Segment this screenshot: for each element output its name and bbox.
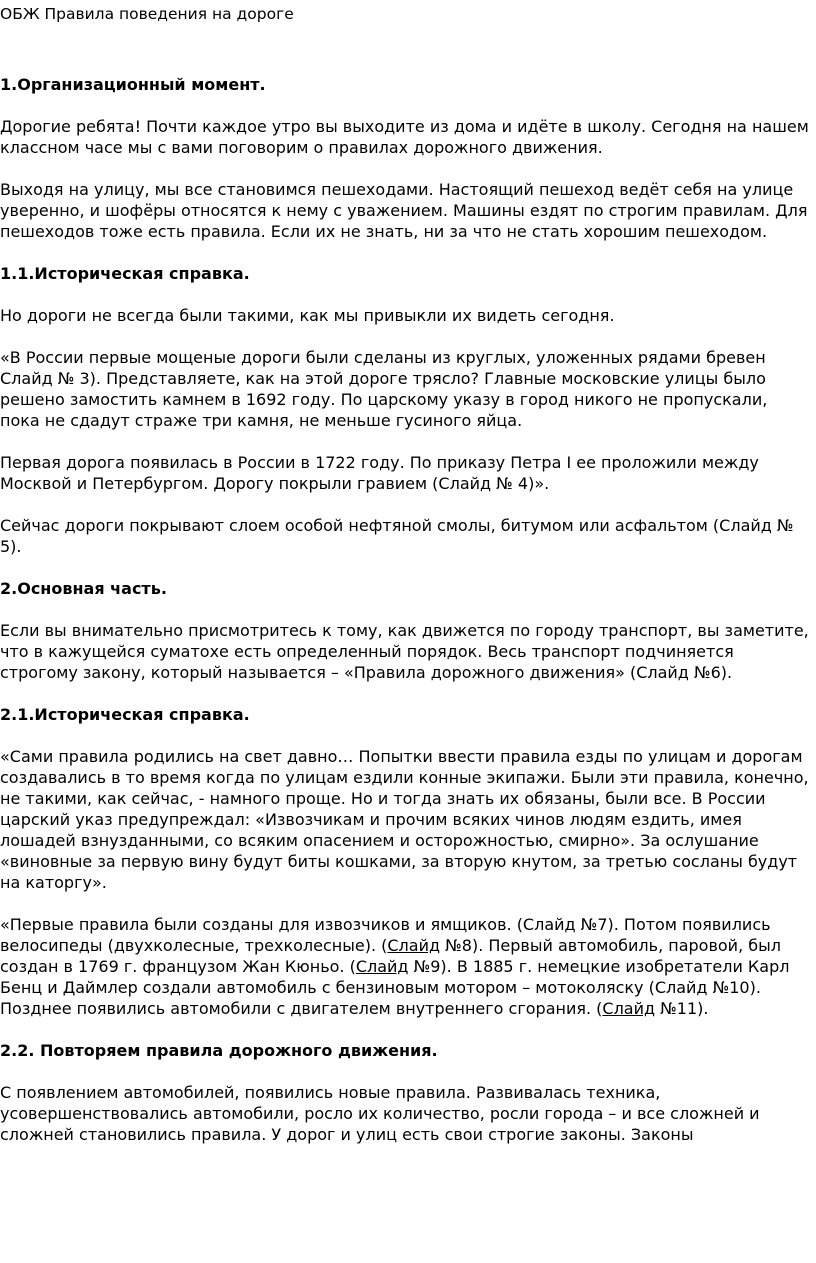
document-title: ОБЖ Правила поведения на дороге — [0, 5, 294, 23]
slide-link-8[interactable]: Слайд — [387, 936, 441, 955]
text-fragment: №8). Первый автомобиль, паровой, был создан в 1769 г. французом Жан Кюньо. ( — [0, 936, 781, 976]
section-heading-rules-review: 2.2. Повторяем правила дорожного движения. — [0, 1041, 438, 1060]
paragraph: Выходя на улицу, мы все становимся пешеходами. Настоящий пешеход ведёт себя на улице уверенно, и шофёры относятся к нему с уважением. Машины ездят по строгим правилам. Для пешеходов тоже есть правила. Если их не знать, ни за что не стать хорошим пешеходом. — [0, 180, 808, 241]
section-heading-organizational: 1.Организационный момент. — [0, 75, 266, 94]
paragraph-with-links — [0, 914, 812, 1019]
text-fragment: №9). В 1885 г. немецкие изобретатели Карл Бенц и Даймлер создали автомобиль с бензиновым мотором – мотоколяску (Слайд №10). Позднее появились автомобили с двигателем внутреннего сгорания. ( — [0, 957, 790, 1018]
section-heading-history-1: 1.1.Историческая справка. — [0, 264, 250, 283]
document-body — [0, 74, 812, 1166]
paragraph: Дорогие ребята! Почти каждое утро вы выходите из дома и идёте в школу. Сегодня на нашем классном часе мы с вами поговорим о правилах дорожного движения. — [0, 117, 809, 157]
paragraph: Если вы внимательно присмотритесь к тому, как движется по городу транспорт, вы заметите, что в кажущейся суматохе есть определенный порядок. Весь транспорт подчиняется строгому закону, который называется – «Правила дорожного движения» (Слайд №6). — [0, 621, 809, 682]
slide-link-9[interactable]: Слайд — [355, 957, 409, 976]
paragraph: Но дороги не всегда были такими, как мы привыкли их видеть сегодня. — [0, 306, 615, 325]
paragraph: Сейчас дороги покрывают слоем особой нефтяной смолы, битумом или асфальтом (Слайд № 5). — [0, 516, 794, 556]
section-heading-history-2: 2.1.Историческая справка. — [0, 705, 250, 724]
text-fragment: №11). — [655, 999, 709, 1018]
paragraph: «Сами правила родились на свет давно… Попытки ввести правила езды по улицам и дорогам создавались в то время когда по улицам ездили конные экипажи. Были эти правила, конечно, не такими, как сейчас, - намного проще. Но и тогда знать их обязаны, были все. В России царский указ предупреждал: «Извозчикам и прочим всяких чинов людям ездить, имея лошадей взнузданными, со всяким опасением и осторожностью, смирно». За ослушание «виновные за первую вину будут биты кошками, за вторую кнутом, за третью сосланы будут на каторгу». — [0, 747, 809, 892]
slide-link-11[interactable]: Слайд — [602, 999, 656, 1018]
paragraph: Первая дорога появилась в России в 1722 году. По приказу Петра I ее проложили между Москвой и Петербургом. Дорогу покрыли гравием (Слайд № 4)». — [0, 453, 759, 493]
paragraph: С появлением автомобилей, появились новые правила. Развивалась техника, усовершенствовались автомобили, росло их количество, росли города – и все сложней и сложней становились правила. У дорог и улиц есть свои строгие законы. Законы — [0, 1083, 760, 1144]
text-fragment: «Первые правила были созданы для извозчиков и ямщиков. (Слайд №7). Потом появились велосипеды (двухколесные, трехколесные). ( — [0, 915, 771, 955]
paragraph: «В России первые мощеные дороги были сделаны из круглых, уложенных рядами бревен Слайд № 3). Представляете, как на этой дороге трясло? Главные московские улицы было решено замостить камнем в 1692 году. По царскому указу в город никого не пропускали, пока не сдадут страже три камня, не меньше гусиного яйца. — [0, 348, 768, 430]
section-heading-main-part: 2.Основная часть. — [0, 579, 167, 598]
